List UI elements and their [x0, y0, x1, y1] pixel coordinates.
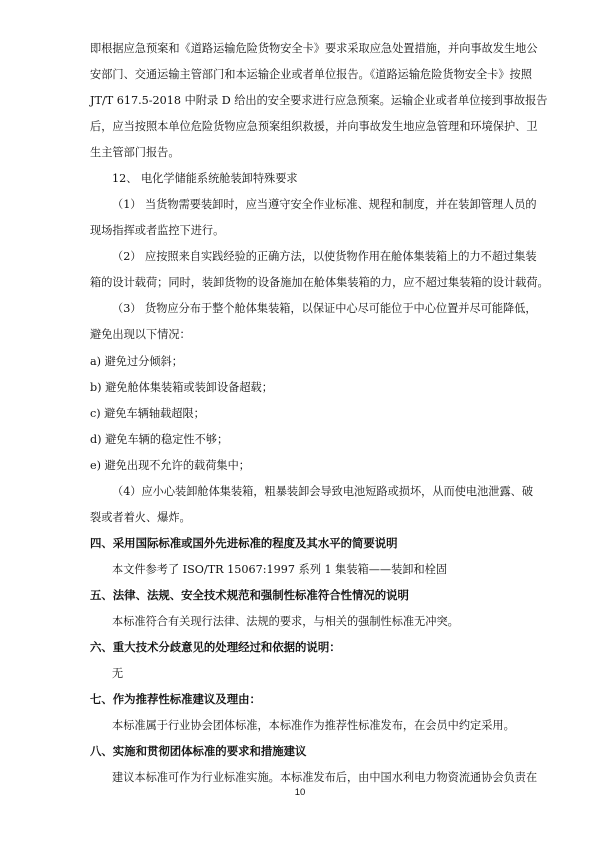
section-heading-4: 四、采用国际标准或国外先进标准的程度及其水平的简要说明	[90, 536, 398, 550]
list-item: d) 避免车辆的稳定性不够；	[90, 433, 229, 446]
body-line: （3） 货物应分布于整个舱体集装箱，以保证中心尽可能位于中心位置并尽可能降低，	[112, 302, 537, 315]
body-line: 本标准符合有关现行法律、法规的要求，与相关的强制性标准无冲突。	[112, 615, 459, 628]
section-heading-8: 八、实施和贯彻团体标准的要求和措施建议	[90, 744, 307, 758]
list-item: e) 避免出现不允许的载荷集中；	[90, 459, 250, 472]
body-line: 后，应当按照本单位危险货物应急预案组织救援，并向事故发生地应急管理和环境保护、卫	[90, 120, 538, 133]
body-line: 裂或者着火、爆炸。	[90, 511, 191, 524]
body-line: 箱的设计载荷；同时，装卸货物的设备施加在舱体集装箱的力，应不超过集装箱的设计载荷。	[90, 276, 549, 289]
body-line: （1） 当货物需要装卸时，应当遵守安全作业标准、规程和制度，并在装卸管理人员的	[112, 198, 537, 211]
section-heading-12: 12、 电化学储能系统舱装卸特殊要求	[112, 172, 298, 185]
body-line: 现场指挥或者监控下进行。	[90, 224, 225, 237]
body-line: 本标准属于行业协会团体标准，本标准作为推荐性标准发布，在会员中约定采用。	[112, 719, 515, 732]
body-line: 无	[112, 667, 124, 680]
list-item: b) 避免舱体集装箱或装卸设备超载；	[90, 381, 273, 394]
body-line: 本文件参考了 ISO/TR 15067:1997 系列 1 集装箱——装卸和栓固	[112, 563, 448, 576]
body-line: 即根据应急预案和《道路运输危险货物安全卡》要求采取应急处置措施，并向事故发生地公	[90, 42, 538, 55]
body-line: 安部门、交通运输主管部门和本运输企业或者单位报告。《道路运输危险货物安全卡》按照	[90, 68, 532, 81]
list-item: c) 避免车辆轴载超限；	[90, 407, 205, 420]
section-heading-5: 五、法律、法规、安全技术规范和强制性标准符合性情况的说明	[90, 588, 409, 602]
body-line: 生主管部门报告。	[90, 146, 180, 159]
body-line: （4）应小心装卸舱体集装箱，粗暴装卸会导致电池短路或损坏，从而使电池泄露、破	[112, 485, 534, 498]
body-line: 建议本标准可作为行业标准实施。本标准发布后，由中国水利电力物资流通协会负责在	[112, 771, 538, 784]
page-number: 10	[294, 787, 306, 798]
list-item: a) 避免过分倾斜；	[90, 355, 183, 368]
body-line: JT/T 617.5-2018 中附录 D 给出的安全要求进行应急预案。运输企业或者单位接到事故报告	[90, 94, 548, 107]
section-heading-6: 六、重大技术分歧意见的处理经过和依据的说明：	[90, 640, 341, 654]
body-line: （2） 应按照来自实践经验的正确方法，以使货物作用在舱体集装箱上的力不超过集装	[112, 250, 537, 263]
section-heading-7: 七、作为推荐性标准建议及理由：	[90, 692, 261, 706]
body-line: 避免出现以下情况：	[90, 328, 191, 341]
